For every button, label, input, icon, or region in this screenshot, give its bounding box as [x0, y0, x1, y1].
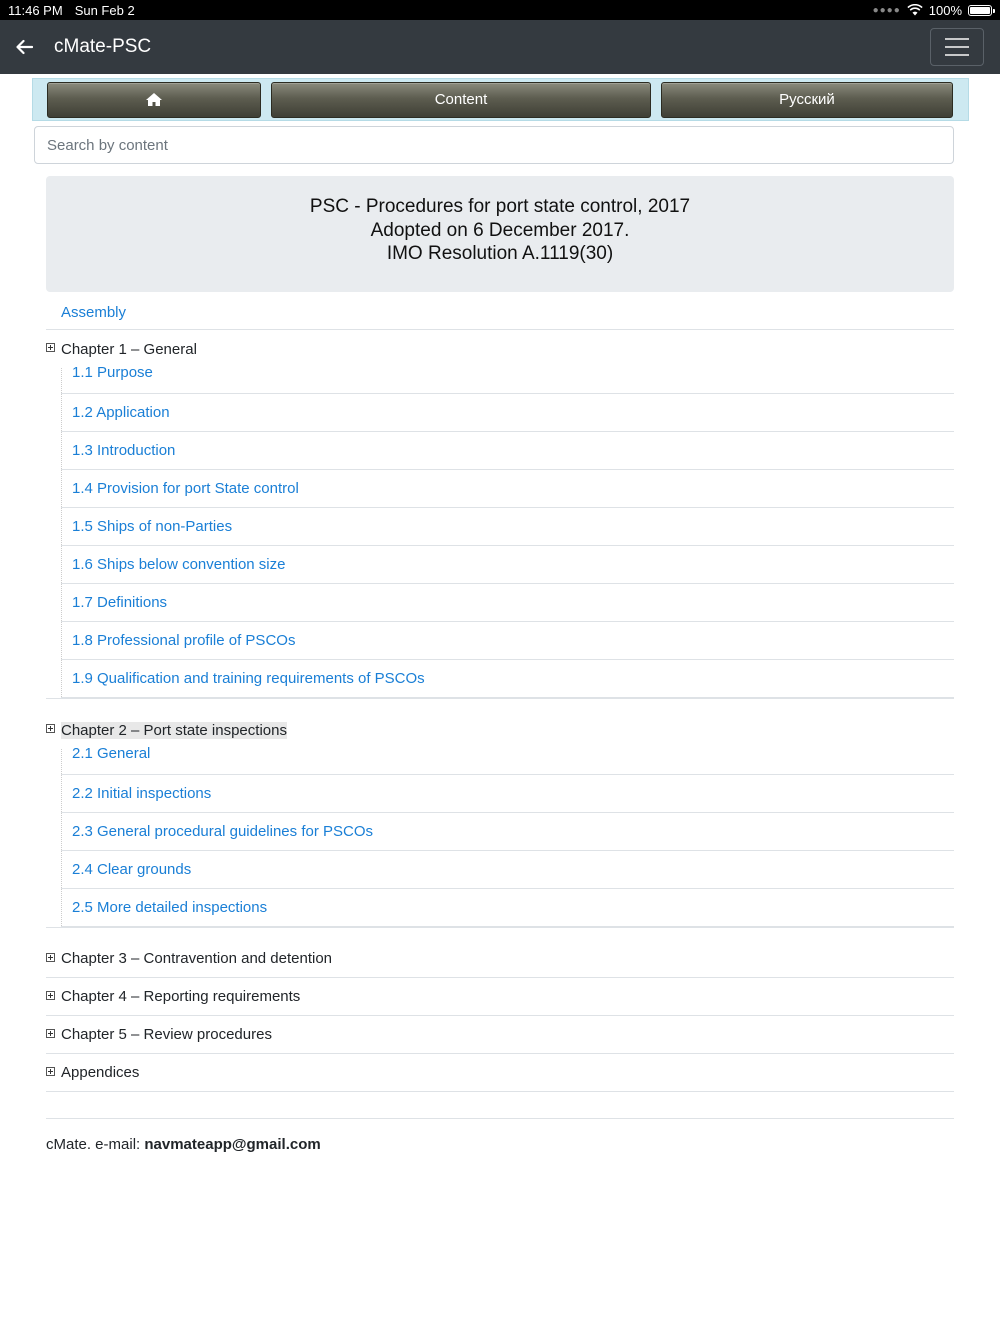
section-link[interactable]: 1.9 Qualification and training requirements of PSCOs	[72, 670, 425, 687]
section-link[interactable]: 2.1 General	[72, 745, 151, 762]
section-link[interactable]: 2.2 Initial inspections	[72, 785, 212, 802]
chapter-1-header[interactable]	[46, 330, 954, 368]
document-adopted: Adopted on 6 December 2017.	[370, 219, 630, 241]
section-link[interactable]: 2.5 More detailed inspections	[72, 899, 268, 916]
list-item[interactable]	[61, 775, 954, 813]
list-item[interactable]	[61, 432, 954, 470]
list-item[interactable]	[61, 851, 954, 889]
document-title: PSC - Procedures for port state control, 2017	[309, 196, 691, 217]
chapter-3-title: Chapter 3 – Contravention and detention	[61, 950, 333, 967]
list-item[interactable]	[61, 364, 954, 394]
expand-icon[interactable]	[46, 1067, 55, 1076]
chapter-2	[46, 711, 954, 940]
list-item[interactable]	[61, 546, 954, 584]
list-item[interactable]	[61, 394, 954, 432]
expand-icon[interactable]	[46, 1029, 55, 1038]
menu-toggle-button[interactable]	[930, 28, 984, 66]
chapter-4-title: Chapter 4 – Reporting requirements	[61, 988, 301, 1005]
section-link[interactable]: 1.8 Professional profile of PSCOs	[72, 632, 296, 649]
expand-icon[interactable]	[46, 343, 55, 352]
chapter-1-title: Chapter 1 – General	[61, 340, 197, 358]
wifi-icon	[907, 4, 923, 16]
status-time: 11:46 PM	[8, 2, 63, 18]
appendices	[46, 1054, 954, 1092]
list-item[interactable]	[61, 889, 954, 927]
list-item[interactable]	[61, 470, 954, 508]
list-item[interactable]	[61, 584, 954, 622]
navbar	[0, 20, 1000, 74]
chapter-5	[46, 1016, 954, 1054]
chapter-4	[46, 978, 954, 1016]
expand-icon[interactable]	[46, 953, 55, 962]
chapter-2-header[interactable]	[46, 711, 954, 749]
list-item[interactable]	[61, 508, 954, 546]
app-title: cMate-PSC	[54, 36, 152, 57]
top-menu	[32, 78, 969, 121]
search-input[interactable]	[34, 126, 954, 164]
list-item[interactable]	[61, 660, 954, 698]
footer-prefix: cMate. e-mail:	[46, 1136, 145, 1153]
language-button[interactable]: Русский	[661, 82, 953, 118]
footer	[46, 1136, 321, 1153]
home-button[interactable]	[47, 82, 261, 118]
hamburger-line	[945, 54, 969, 56]
chapter-5-header[interactable]	[46, 1016, 954, 1054]
list-item[interactable]	[61, 813, 954, 851]
list-item[interactable]	[61, 745, 954, 775]
section-link[interactable]: 2.3 General procedural guidelines for PSCOs	[72, 823, 373, 840]
divider	[46, 927, 954, 940]
section-link[interactable]: 1.3 Introduction	[72, 442, 176, 459]
appendices-title: Appendices	[61, 1064, 140, 1081]
section-link[interactable]: 1.4 Provision for port State control	[72, 480, 299, 497]
chapter-2-title: Chapter 2 – Port state inspections	[61, 721, 287, 739]
appendices-header[interactable]	[46, 1054, 954, 1092]
status-bar	[0, 0, 1000, 20]
chapter-4-header[interactable]	[46, 978, 954, 1016]
hamburger-line	[945, 38, 969, 40]
battery-icon	[968, 5, 992, 16]
status-right	[873, 3, 992, 18]
tree-item-assembly[interactable]	[46, 296, 954, 330]
divider	[46, 698, 954, 711]
section-link[interactable]: 1.7 Definitions	[72, 594, 168, 611]
chapter-1	[46, 330, 954, 711]
section-link[interactable]: 2.4 Clear grounds	[72, 861, 192, 878]
chapter-3	[46, 940, 954, 978]
section-link[interactable]: 1.1 Purpose	[72, 364, 153, 381]
chapter-1-items	[46, 364, 954, 698]
footer-email[interactable]: navmateapp@gmail.com	[144, 1136, 321, 1153]
section-link[interactable]: 1.2 Application	[72, 404, 170, 421]
document-resolution: IMO Resolution A.1119(30)	[386, 243, 614, 264]
back-arrow-icon[interactable]	[14, 37, 34, 57]
document-header	[46, 176, 954, 292]
chapter-2-items	[46, 745, 954, 927]
home-icon	[145, 92, 163, 107]
chapter-5-title: Chapter 5 – Review procedures	[61, 1026, 272, 1043]
battery-percent: 100%	[928, 2, 962, 18]
status-date: Sun Feb 2	[74, 2, 135, 18]
expand-icon[interactable]	[46, 991, 55, 1000]
list-item[interactable]	[61, 622, 954, 660]
chapter-3-header[interactable]	[46, 940, 954, 978]
footer-divider	[46, 1118, 954, 1119]
content-button[interactable]: Content	[271, 82, 651, 118]
signal-icon: ●●●●	[872, 4, 901, 16]
contents-tree	[46, 296, 954, 1092]
section-link[interactable]: 1.5 Ships of non-Parties	[72, 518, 233, 535]
hamburger-line	[945, 46, 969, 48]
section-link[interactable]: 1.6 Ships below convention size	[72, 556, 286, 573]
expand-icon[interactable]	[46, 724, 55, 733]
assembly-link[interactable]: Assembly	[61, 304, 127, 321]
